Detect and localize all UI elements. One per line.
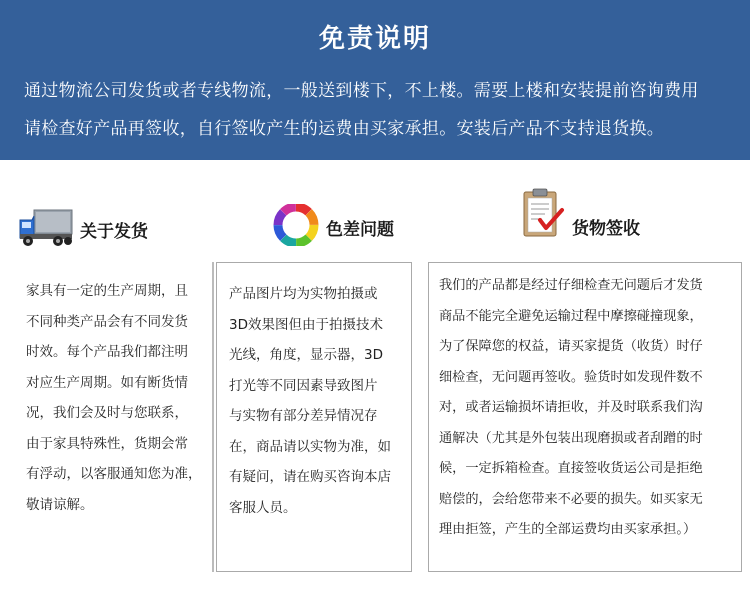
text-line: 有疑问，请在购买咨询本店 bbox=[229, 469, 391, 485]
shipping-header bbox=[18, 206, 148, 252]
text-line: 我们的产品都是经过仔细检查无问题后才发货 bbox=[439, 278, 703, 293]
banner-line-1: 通过物流公司发货或者专线物流，一般送到楼下，不上楼。需要上楼和安装提前咨询费用 bbox=[24, 81, 699, 101]
text-line: 敬请谅解。 bbox=[26, 496, 94, 513]
text-line: 由于家具特殊性，货期会常 bbox=[26, 435, 188, 452]
color-diff-panel bbox=[216, 262, 412, 572]
shipping-title: 关于发货 bbox=[80, 221, 148, 242]
text-line: 家具有一定的生产周期，且 bbox=[26, 283, 188, 299]
shipping-text bbox=[26, 276, 202, 520]
color-diff-header bbox=[272, 204, 394, 250]
text-line: 客服人员。 bbox=[229, 499, 297, 516]
text-line: 不同种类产品会有不同发货 bbox=[26, 313, 188, 330]
clipboard-check-icon bbox=[520, 186, 566, 244]
text-line: 况，我们会及时与您联系， bbox=[26, 405, 188, 421]
receipt-header bbox=[520, 186, 640, 244]
text-line: 理由拒签，产生的全部运费均由买家承担。） bbox=[439, 522, 697, 537]
text-line: 对应生产周期。如有断货情 bbox=[26, 374, 188, 391]
receipt-text bbox=[439, 271, 703, 546]
text-line: 与实物有部分差异情况存 bbox=[229, 408, 378, 424]
color-wheel-icon bbox=[272, 204, 320, 250]
text-line: 赔偿的，会给您带来不必要的损失。如买家无 bbox=[439, 491, 703, 507]
banner-title: 免责说明 bbox=[318, 24, 431, 54]
receipt-title: 货物签收 bbox=[572, 218, 640, 239]
text-line: 候，一定拆箱检查。直接签收货运公司是拒绝 bbox=[439, 461, 703, 476]
receipt-panel bbox=[428, 262, 742, 572]
color-diff-text bbox=[229, 279, 391, 523]
text-line: 通解决（尤其是外包装出现磨损或者刮蹭的时 bbox=[439, 430, 703, 446]
text-line: 为了保障您的权益，请买家提货（收货）时仔 bbox=[439, 339, 703, 354]
truck-icon bbox=[18, 206, 74, 252]
text-line: 时效。每个产品我们都注明 bbox=[26, 344, 188, 360]
disclaimer-banner bbox=[0, 0, 750, 160]
color-diff-title: 色差问题 bbox=[326, 219, 394, 240]
text-line: 光线，角度，显示器，3D bbox=[229, 347, 383, 363]
text-line: 打光等不同因素导致图片 bbox=[229, 377, 378, 394]
text-line: 商品不能完全避免运输过程中摩擦碰撞现象， bbox=[439, 308, 703, 324]
text-line: 细检查，无问题再签收。验货时如发现件数不 bbox=[439, 369, 703, 385]
banner-line-2: 请检查好产品再签收，自行签收产生的运费由买家承担。安装后产品不支持退货换。 bbox=[24, 119, 665, 139]
text-line: 3D效果图但由于拍摄技术 bbox=[229, 316, 383, 333]
text-line: 对，或者运输损坏请拒收，并及时联系我们沟 bbox=[439, 400, 703, 415]
text-line: 在，商品请以实物为准，如 bbox=[229, 438, 391, 455]
shipping-panel bbox=[12, 262, 214, 572]
text-line: 产品图片均为实物拍摄或 bbox=[229, 286, 378, 302]
text-line: 有浮动，以客服通知您为准， bbox=[26, 466, 202, 482]
